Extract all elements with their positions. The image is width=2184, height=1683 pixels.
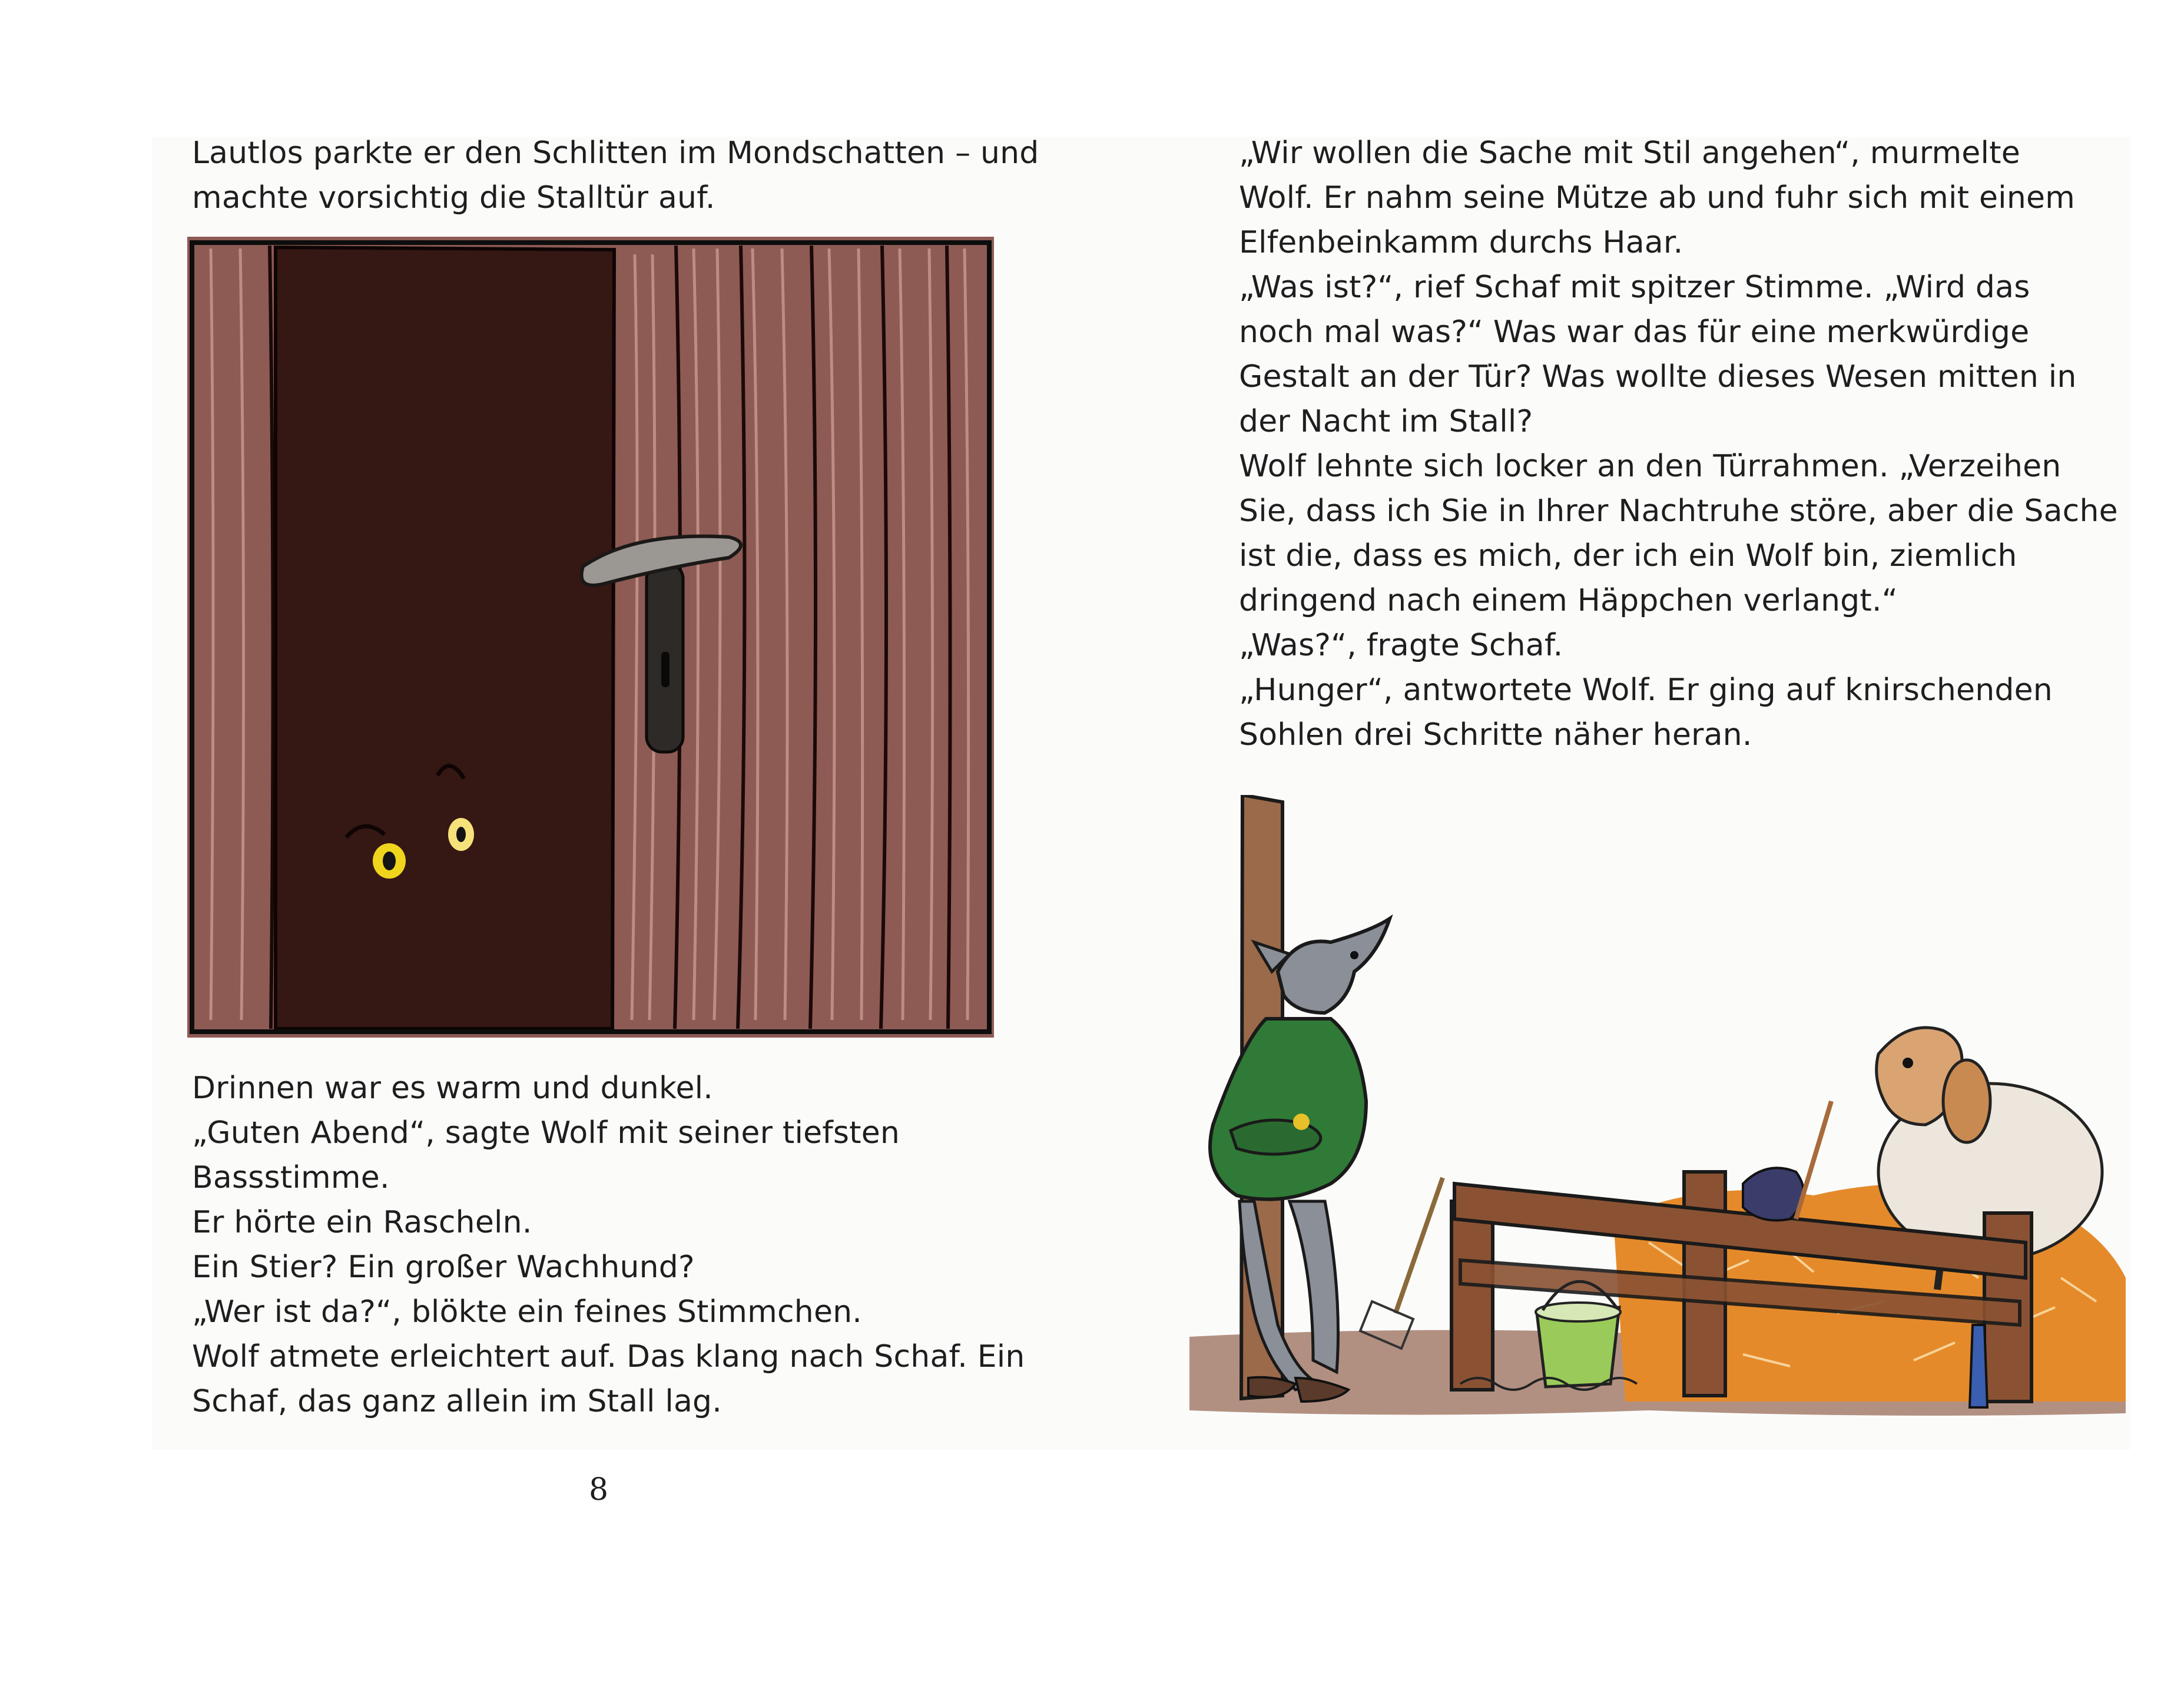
- text-line: Wolf atmete erleichtert auf. Das klang nach Schaf. Ein: [192, 1339, 1025, 1374]
- text-line: Elfenbeinkamm durchs Haar.: [1239, 225, 1683, 260]
- text-line: noch mal was?“ Was war das für eine merkwürdige: [1239, 314, 2030, 350]
- text-line: Ein Stier? Ein großer Wachhund?: [192, 1250, 695, 1285]
- text-line: Wolf. Er nahm seine Mütze ab und fuhr sich mit einem: [1239, 180, 2076, 216]
- text-line: der Nacht im Stall?: [1239, 404, 1533, 439]
- text-line: ist die, dass es mich, der ich ein Wolf bin, ziemlich: [1239, 538, 2017, 574]
- text-line: „Wir wollen die Sache mit Stil angehen“, murmelte: [1239, 135, 2020, 171]
- text-line: Lautlos parkte er den Schlitten im Mondschatten – und: [192, 135, 1039, 171]
- text-line: „Was?“, fragte Schaf.: [1239, 628, 1563, 663]
- left-bottom-paragraph: [192, 1066, 1025, 1424]
- text-line: Bassstimme.: [192, 1160, 390, 1195]
- text-line: Gestalt an der Tür? Was wollte dieses Wesen mitten in: [1239, 359, 2077, 395]
- text-line: dringend nach einem Häppchen verlangt.“: [1239, 583, 1898, 618]
- left-top-paragraph: [192, 131, 1039, 220]
- text-line: „Was ist?“, rief Schaf mit spitzer Stimme. „Wird das: [1239, 270, 2030, 305]
- text-line: Schaf, das ganz allein im Stall lag.: [192, 1384, 722, 1419]
- right-paragraph: [1239, 131, 2118, 757]
- page-number: 8: [589, 1472, 609, 1508]
- text-line: Wolf lehnte sich locker an den Türrahmen. „Verzeihen: [1239, 449, 2062, 484]
- text-line: „Guten Abend“, sagte Wolf mit seiner tiefsten: [192, 1115, 900, 1151]
- text-line: Sie, dass ich Sie in Ihrer Nachtruhe störe, aber die Sache: [1239, 493, 2118, 529]
- text-line: „Wer ist da?“, blökte ein feines Stimmchen.: [192, 1294, 863, 1330]
- text-line: machte vorsichtig die Stalltür auf.: [192, 180, 715, 216]
- wolf-and-sheep-in-stable-illustration: [1178, 795, 2137, 1431]
- text-line: Drinnen war es warm und dunkel.: [192, 1071, 714, 1106]
- text-line: Sohlen drei Schritte näher heran.: [1239, 717, 1752, 753]
- text-line: Er hörte ein Rascheln.: [192, 1205, 532, 1240]
- text-line: „Hunger“, antwortete Wolf. Er ging auf knirschenden: [1239, 672, 2053, 708]
- barn-door-with-glowing-eyes-illustration: [187, 237, 994, 1038]
